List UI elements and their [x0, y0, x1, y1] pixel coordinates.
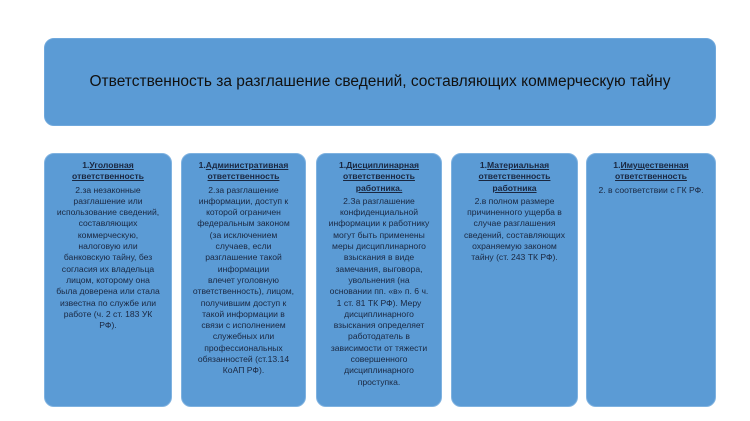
- title-box: [44, 38, 716, 126]
- diagram-title: Ответственность за разглашение сведений, составляющих коммерческую тайну: [89, 73, 671, 90]
- card-body: 2. в соответствии с ГК РФ.: [598, 184, 704, 195]
- card-body: 2.За разглашение конфиденциальной информации к работнику могут быть применены меры дисциплинарного взыскания в виде замечания, выговора, увольнения (на основании пп. «в» п. 6 ч. 1 ст. 81 ТК РФ). Меру дисциплинарного взыскания определяет работодатель в зависимости от тяжести совершенного дисциплинарного проступка.: [328, 195, 430, 387]
- card-heading: 1.Уголовная ответственность: [72, 160, 144, 182]
- card-heading: 1.Дисциплинарная ответственность работника.: [338, 160, 420, 193]
- card-heading: 1.Имущественная ответственность: [613, 160, 689, 182]
- card-body: 2.в полном размере причиненного ущерба в случае разглашения сведений, составляющих охраняемую законом тайну (ст. 243 ТК РФ).: [463, 195, 565, 263]
- card-heading: 1.Административная ответственность: [198, 160, 289, 182]
- card-heading: 1.Материальная ответственность работника: [478, 160, 551, 193]
- card-body: 2.за разглашение информации, доступ к которой ограничен федеральным законом (за исключением случаев, если разглашение такой информации влечет уголовную ответственность), лицом, получившим доступ к такой информации в связи с исполнением служебных или профессиональных обязанностей (ст.13.14 КоАП РФ).: [192, 184, 295, 376]
- card-body: 2.за незаконные разглашение или использование сведений, составляющих коммерческую, налоговую или банковскую тайну, без согласия их владельца лицом, которому она была доверена или стала известна по службе или работе (ч. 2 ст. 183 УК РФ).: [56, 184, 160, 331]
- card-criminal-liability: [44, 153, 172, 407]
- card-material-liability: [451, 153, 578, 407]
- card-disciplinary-liability: [316, 153, 442, 407]
- card-administrative-liability: [181, 153, 306, 407]
- card-property-liability: [586, 153, 716, 407]
